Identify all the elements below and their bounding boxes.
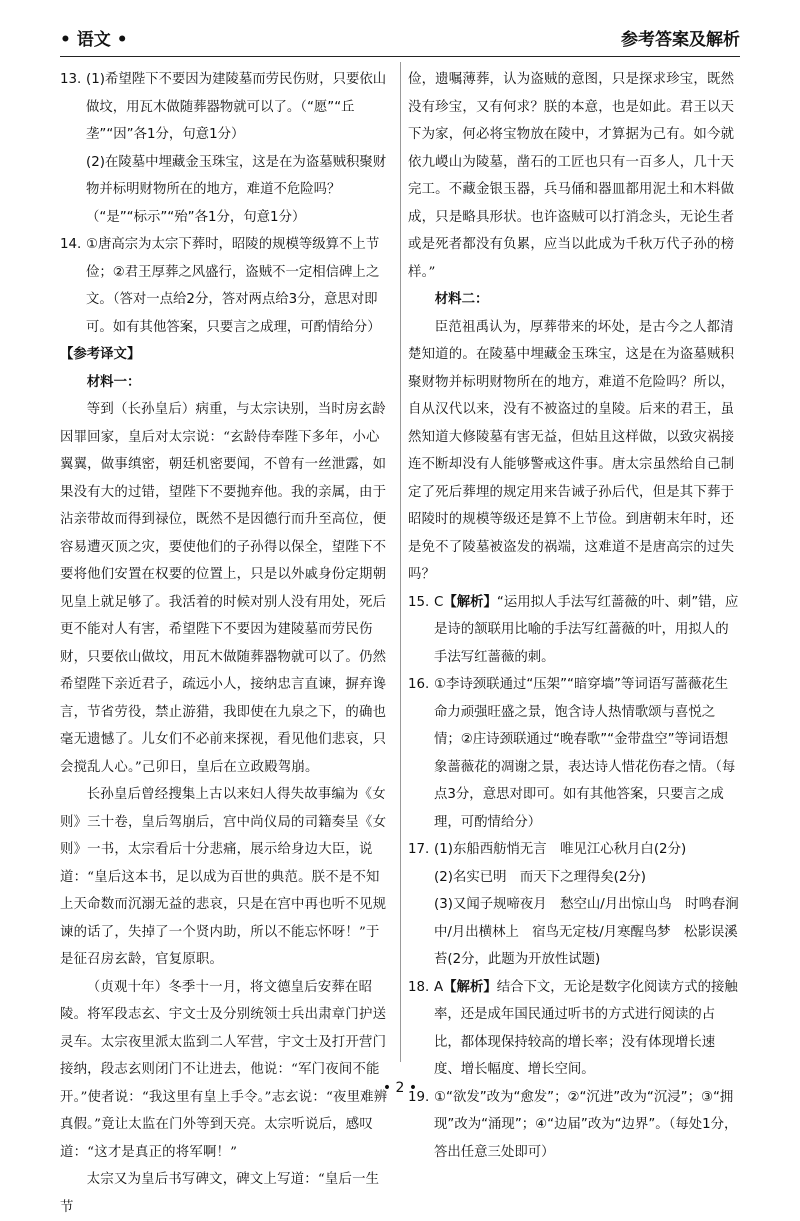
answer-text: ①“欲发”改为“愈发”；②“沉进”改为“沉浸”；③“拥现”改为“涌现”；④“边届”改为“边界”。（每处1分，答出任意三处即可） [434, 1089, 738, 1160]
question-number: 13. [60, 72, 82, 87]
question-18 [408, 974, 740, 1084]
question-number: 17. [408, 842, 430, 857]
analysis-text: 结合下文，无论是数字化阅读方式的接触率，还是成年国民通过听书的方式进行阅读的占比，都体现保持较高的增长率；没有体现增长速度、增长幅度、增长空间。 [434, 979, 738, 1077]
question-17 [408, 836, 740, 974]
translation-paragraph: （贞观十年）冬季十一月，将文德皇后安葬在昭陵。将军段志玄、宇文士及分别统领士兵出肃章门护送灵车。太宗夜里派太监到二人军营，宇文士及打开营门接纳，段志玄则闭门不让进去，他说：“军门夜间不能开。”使者说：“我这里有皇上手令。”志玄说：“夜里难辨真假。”竟让太监在门外等到天亮。太宗听说后，感叹道：“这才是真正的将军啊！” [60, 979, 388, 1160]
answer-choice: C [434, 594, 444, 610]
right-column [408, 66, 740, 1166]
answer-text: (2)名实已明 而天下之理得矣(2分) [434, 869, 647, 885]
translation-paragraph: 等到（长孙皇后）病重，与太宗诀别，当时房玄龄因罪回家，皇后对太宗说：“玄龄侍奉陛下多年，小心翼翼，做事缜密，朝廷机密要闻，不曾有一丝泄露，如果没有大的过错，望陛下不要抛弃他。我的亲属，由于沾亲带故而得到禄位，既然不是因德行而升至高位，便容易遭灭顶之灾，要使他们的子孙得以保全，望陛下不要将他们安置在权要的位置上，只是以外戚身份定期朝见皇上就足够了。我活着的时候对别人没有用处，死后更不能对人有害，希望陛下不要因为建陵墓而劳民伤财，只要依山做坟，用瓦木做随葬器物就可以了。仍然希望陛下亲近君子，疏远小人，接纳忠言直谏，摒弃谗言，节省劳役，禁止游猎，我即使在九泉之下，的确也毫无遗憾了。儿女们不必前来探视，看见他们悲哀，只会搅乱人心。”己卯日，皇后在立政殿驾崩。 [60, 402, 387, 775]
header-title: 参考答案及解析 [621, 30, 740, 50]
answer-text: (1)希望陛下不要因为建陵墓而劳民伤财，只要依山做坟，用瓦木做随葬器物就可以了。（“愿”“丘垄”“因”各1分，句意1分） [86, 72, 387, 142]
material-two-heading: 材料二： [434, 291, 489, 307]
page-header [60, 12, 740, 57]
question-number: 18. [408, 979, 430, 995]
answer-text: ①唐高宗为太宗下葬时，昭陵的规模等级算不上节俭；②君王厚葬之风盛行，盗贼不一定相信碑上之文。（答对一点给2分，答对两点给3分，意思对即可。如有其他答案，只要言之成理，可酌情给分） [86, 237, 381, 335]
question-number: 15. [408, 594, 430, 610]
answer-text: (3)又闻子规啼夜月 愁空山/月出惊山鸟 时鸣春涧中/月出横林上 宿鸟无定枝/月寒醒鸟梦 松影误溪苔(2分，此题为开放性试题) [434, 897, 739, 967]
question-number: 14. [60, 237, 82, 252]
question-number: 16. [408, 677, 430, 692]
question-15 [408, 589, 740, 672]
page-number: • 2 • [382, 1080, 418, 1096]
answer-text [434, 974, 740, 1084]
analysis-tag: 【解析】 [443, 979, 497, 995]
answer-text: (1)东船西舫悄无言 唯见江心秋月白(2分) [434, 842, 687, 857]
left-column [60, 66, 392, 1221]
answer-text: ①李诗颈联通过“压架”“暗穿墙”等词语写蔷薇花生命力顽强旺盛之景，饱含诗人热情歌颂与喜悦之情；②庄诗颈联通过“晚春歌”“金带盘空”等词语想象蔷薇花的凋谢之景，表达诗人惜花伤春之情。（每点3分，意思对即可。如有其他答案，只要言之成理，可酌情给分） [434, 677, 736, 830]
translation-paragraph: 俭，遗嘱薄葬，认为盗贼的意图，只是探求珍宝，既然没有珍宝，又有何求？朕的本意，也是如此。君王以天下为家，何必将宝物放在陵中，才算据为己有。如今就依九嵕山为陵墓，凿石的工匠也只有一百多人，几十天完工。不藏金银玉器，兵马俑和器皿都用泥土和木料做成，只是略具形状。也许盗贼可以打消念头，无论生者或是死者都没有负累，应当以此成为千秋万代子孙的榜样。” [408, 72, 735, 280]
question-13 [60, 66, 392, 231]
analysis-text: “运用拟人手法写红蔷薇的叶、刺”错，应是诗的颔联用比喻的手法写红蔷薇的叶，用拟人的手法写红蔷薇的刺。 [434, 594, 739, 665]
answer-choice: A [434, 979, 444, 995]
translation-paragraph: 太宗又为皇后书写碑文，碑文上写道：“皇后一生节 [60, 1172, 380, 1215]
question-14 [60, 231, 392, 341]
question-number: 19. [408, 1089, 430, 1105]
reference-translation-heading: 【参考译文】 [60, 347, 141, 362]
analysis-tag: 【解析】 [443, 594, 497, 610]
answer-text [434, 589, 740, 672]
translation-paragraph: 臣范祖禹认为，厚葬带来的坏处，是古今之人都清楚知道的。在陵墓中埋藏金玉珠宝，这是在为盗墓贼积聚财物并标明财物所在的地方，难道不危险吗？所以，自从汉代以来，没有不被盗过的皇陵。后来的君王，虽然知道大修陵墓有害无益，但姑且这样做，以致灾祸接连不断却没有人能够警戒这件事。唐太宗虽然给自己制定了死后葬埋的规定用来告诫子孙后代，但是其下葬于昭陵时的规模等级还是算不上节俭。到唐朝末年时，还是免不了陵墓被盗发的祸端，这难道不是唐高宗的过失吗？ [408, 319, 735, 582]
question-16 [408, 671, 740, 836]
column-divider [400, 62, 401, 1062]
answer-text: (2)在陵墓中埋藏金玉珠宝，这是在为盗墓贼积聚财物并标明财物所在的地方，难道不危险吗？（“是”“标示”“殆”各1分，句意1分） [86, 154, 387, 225]
subject-label: • 语文 • [60, 30, 128, 50]
translation-paragraph: 长孙皇后曾经搜集上古以来妇人得失故事编为《女则》三十卷，皇后驾崩后，宫中尚仪局的司籍奏呈《女则》一书，太宗看后十分悲痛，展示给身边大臣，说道：“皇后这本书，足以成为百世的典范。朕不是不知上天命数而沉溺无益的悲哀，只是在宫中再也听不见规谏的话了，失掉了一个贤内助，所以不能忘怀呀！”于是征召房玄龄，官复原职。 [60, 787, 387, 967]
material-one-heading: 材料一： [86, 373, 141, 390]
